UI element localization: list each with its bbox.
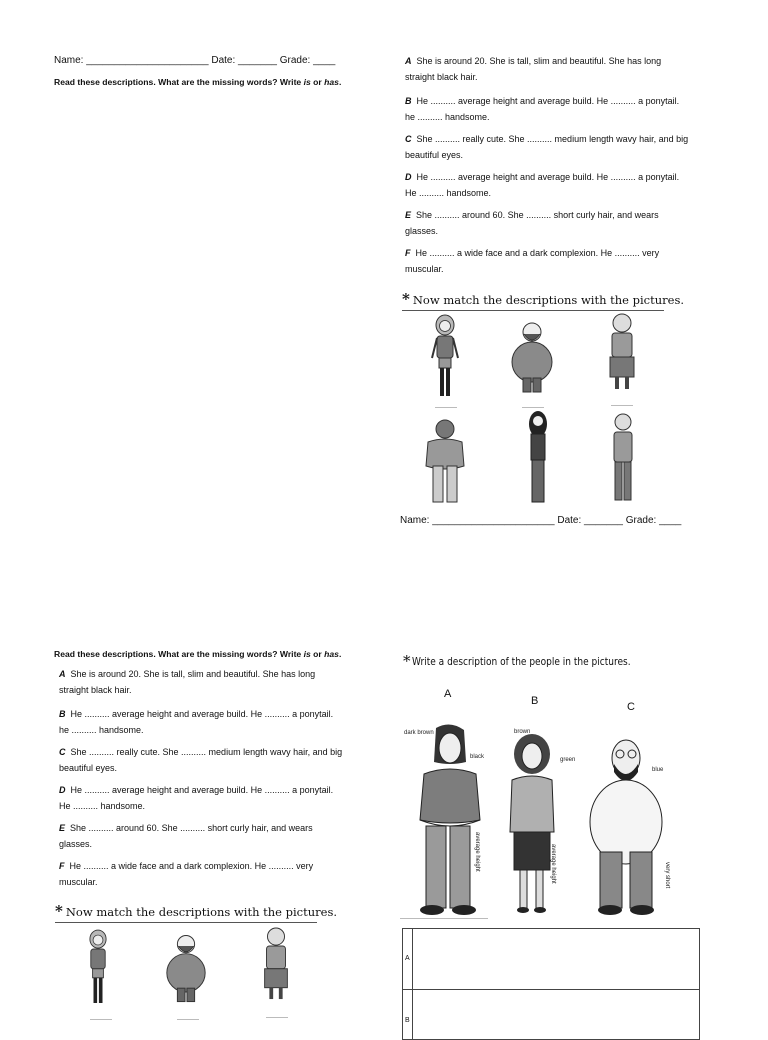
figure-tall-woman-long-hair [522,410,554,504]
description-c: C She .......... really cute. She .......... medium length wavy hair, and big beautiful eyes. [405,134,689,160]
person-letter-c: C [627,701,635,713]
description-e: E She .......... around 60. She .......... short curly hair, and wears glasses. [405,210,659,236]
answer-line [266,1017,288,1018]
label-black: black [470,754,485,760]
figure-girl-wavy-hair [80,926,116,1008]
match-heading-bottom: * Now match the descriptions with the pictures. [55,902,338,920]
figure-old-woman-glasses [603,312,641,392]
description-a: A She is around 20. She is tall, slim and beautiful. She has long straight black hair. [59,669,316,695]
instruction-missing-words-bottom: Read these descriptions. What are the missing words? Write is or has. [54,649,342,659]
figure-man-ponytail-beard [163,932,209,1006]
label-brown: brown [514,729,531,735]
description-d: D He .......... average height and average build. He .......... a ponytail. He .......... handsome. [59,785,334,811]
answer-line [177,1019,199,1020]
label-very-short: very short [664,862,670,889]
figure-person-a [404,722,494,918]
description-a: A She is around 20. She is tall, slim and beautiful. She has long straight black hair. [405,56,662,82]
label-dark-brown: dark brown [404,730,434,736]
person-letter-a: A [444,688,452,700]
table-row-a [403,929,699,990]
answer-line [522,407,544,408]
description-f: F He .......... a wide face and a dark complexion. He .......... very muscular. [59,861,314,887]
table-row-label-b: B [405,1017,410,1024]
match-heading: * Now match the descriptions with the pictures. [402,290,685,308]
match-rule [402,310,664,311]
label-average-height-a: average height [474,832,480,872]
label-average-height-b: average height [550,844,556,884]
description-d: D He .......... average height and average build. He .......... a ponytail. He .......... handsome. [405,172,680,198]
ground-rule [400,918,488,919]
instruction-missing-words: Read these descriptions. What are the missing words? Write is or has. [54,77,342,87]
figure-man-ponytail-beard [508,320,556,396]
figure-girl-wavy-hair [425,314,465,398]
description-f: F He .......... a wide face and a dark complexion. He .......... very muscular. [405,248,660,274]
answer-line [611,405,633,406]
label-green: green [560,757,576,763]
description-c: C She .......... really cute. She .......... medium length wavy hair, and big beautiful eyes. [59,747,343,773]
figure-muscular-man [420,418,470,506]
write-heading: * Write a description of the people in the pictures. [403,652,631,670]
header-name-date-grade-right: Name: ______________________ Date: _______ Grade: ____ [400,515,682,526]
description-b: B He .......... average height and average build. He .......... a ponytail. he .......... handsome. [59,709,334,735]
label-blue: blue [652,767,664,773]
description-b: B He .......... average height and average build. He .......... a ponytail. he .......... handsome. [405,96,680,122]
answer-line [90,1019,112,1020]
answer-table [402,928,700,1040]
match-rule-bottom [55,922,317,923]
answer-line [435,407,457,408]
figure-man-arms-crossed [606,412,640,504]
header-name-date-grade: Name: ______________________ Date: _______ Grade: ____ [54,55,336,66]
figure-person-b [502,732,562,916]
figure-old-woman-glasses [258,924,294,1004]
description-e: E She .......... around 60. She .......... short curly hair, and wears glasses. [59,823,313,849]
figure-person-c [586,734,666,918]
person-letter-b: B [531,695,539,707]
table-row-label-a: A [405,955,410,962]
